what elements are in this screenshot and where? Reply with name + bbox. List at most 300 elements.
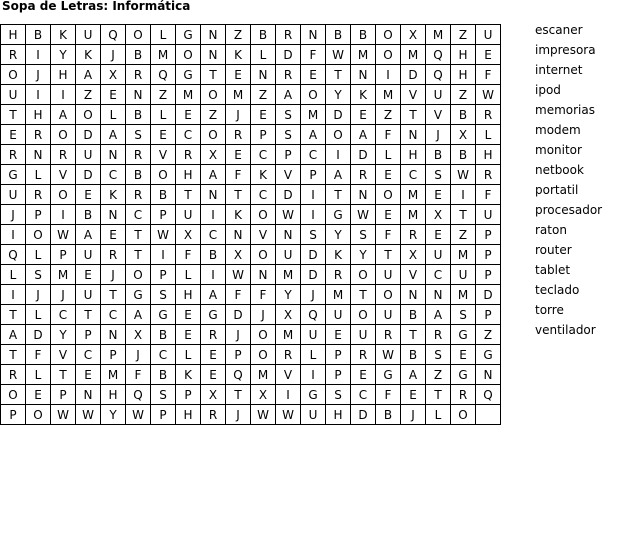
grid-cell: O <box>251 205 276 225</box>
grid-cell: B <box>151 365 176 385</box>
grid-cell: R <box>226 125 251 145</box>
grid-cell: N <box>251 65 276 85</box>
grid-cell: O <box>451 405 476 425</box>
grid-row <box>1 285 501 305</box>
grid-cell: E <box>26 385 51 405</box>
grid-cell: U <box>76 285 101 305</box>
grid-cell: N <box>201 25 226 45</box>
grid-cell: X <box>401 25 426 45</box>
grid-cell: K <box>351 85 376 105</box>
word-item: tablet <box>535 263 571 277</box>
grid-cell: C <box>401 165 426 185</box>
grid-cell: R <box>1 45 26 65</box>
grid-cell: T <box>126 245 151 265</box>
grid-cell: L <box>176 265 201 285</box>
grid-cell: R <box>176 145 201 165</box>
grid-cell: I <box>1 285 26 305</box>
grid-cell: K <box>226 205 251 225</box>
word-item: procesador <box>535 203 603 217</box>
grid-cell: J <box>426 125 451 145</box>
grid-cell: Q <box>226 365 251 385</box>
grid-cell: Z <box>76 85 101 105</box>
grid-cell: I <box>51 85 76 105</box>
grid-row <box>1 205 501 225</box>
grid-cell: L <box>251 45 276 65</box>
grid-cell: C <box>101 305 126 325</box>
grid-cell: R <box>426 325 451 345</box>
grid-cell: O <box>151 165 176 185</box>
grid-cell: H <box>451 65 476 85</box>
grid-cell: Z <box>151 85 176 105</box>
grid-cell: T <box>201 65 226 85</box>
grid-cell: O <box>76 105 101 125</box>
grid-cell: P <box>226 345 251 365</box>
grid-cell: T <box>326 65 351 85</box>
grid-cell: M <box>376 85 401 105</box>
grid-cell: P <box>151 265 176 285</box>
grid-cell: V <box>276 165 301 185</box>
grid-cell: W <box>51 405 76 425</box>
grid-cell: U <box>176 205 201 225</box>
grid-cell: T <box>126 225 151 245</box>
grid-cell: O <box>201 125 226 145</box>
grid-cell: I <box>26 85 51 105</box>
grid-cell: A <box>426 305 451 325</box>
grid-cell: N <box>101 205 126 225</box>
grid-cell: G <box>176 65 201 85</box>
grid-cell: E <box>326 325 351 345</box>
grid-cell: A <box>276 85 301 105</box>
grid-cell: N <box>101 325 126 345</box>
grid-cell: F <box>226 165 251 185</box>
grid-cell: K <box>51 25 76 45</box>
grid-cell: D <box>351 405 376 425</box>
grid-cell: B <box>76 205 101 225</box>
grid-cell: J <box>51 285 76 305</box>
grid-cell: T <box>51 365 76 385</box>
grid-cell: P <box>251 125 276 145</box>
grid-cell: F <box>376 225 401 245</box>
grid-cell: E <box>1 125 26 145</box>
grid-cell: D <box>351 145 376 165</box>
grid-cell: X <box>226 245 251 265</box>
grid-cell: T <box>351 285 376 305</box>
grid-row <box>1 145 501 165</box>
grid-cell: W <box>276 205 301 225</box>
grid-cell: V <box>251 225 276 245</box>
grid-cell: A <box>1 325 26 345</box>
grid-cell: C <box>151 345 176 365</box>
grid-cell: F <box>301 45 326 65</box>
grid-cell: X <box>451 125 476 145</box>
grid-cell: L <box>176 345 201 365</box>
grid-cell: F <box>376 125 401 145</box>
grid-cell: E <box>351 365 376 385</box>
grid-cell: E <box>476 45 501 65</box>
grid-cell: Z <box>201 105 226 125</box>
grid-cell: M <box>426 25 451 45</box>
grid-cell: D <box>276 185 301 205</box>
grid-cell: X <box>251 385 276 405</box>
grid-cell: O <box>376 285 401 305</box>
grid-cell: X <box>176 225 201 245</box>
grid-cell: M <box>276 325 301 345</box>
grid-cell: R <box>26 125 51 145</box>
grid-cell: C <box>351 385 376 405</box>
grid-cell: L <box>151 105 176 125</box>
grid-cell: Q <box>1 245 26 265</box>
grid-cell: M <box>151 45 176 65</box>
grid-cell: X <box>101 65 126 85</box>
grid-cell: J <box>251 305 276 325</box>
grid-cell: N <box>401 125 426 145</box>
grid-cell: O <box>26 225 51 245</box>
grid-cell: P <box>76 325 101 345</box>
grid-cell: A <box>201 285 226 305</box>
grid-cell: U <box>451 265 476 285</box>
grid-cell: P <box>476 305 501 325</box>
grid-cell: W <box>51 225 76 245</box>
grid-cell: N <box>251 265 276 285</box>
grid-cell: O <box>351 305 376 325</box>
grid-cell: R <box>1 145 26 165</box>
grid-cell: C <box>301 145 326 165</box>
grid-row <box>1 245 501 265</box>
grid-cell: I <box>51 205 76 225</box>
grid-cell: U <box>301 325 326 345</box>
grid-cell: D <box>76 125 101 145</box>
grid-cell: J <box>101 45 126 65</box>
grid-cell: H <box>451 45 476 65</box>
grid-cell: E <box>176 105 201 125</box>
grid-cell: E <box>251 105 276 125</box>
grid-cell: B <box>251 25 276 45</box>
grid-cell: N <box>301 25 326 45</box>
grid-cell: O <box>126 25 151 45</box>
grid-cell: R <box>276 25 301 45</box>
grid-cell: U <box>76 145 101 165</box>
grid-cell: H <box>176 165 201 185</box>
grid-cell: P <box>301 165 326 185</box>
grid-cell: R <box>276 65 301 85</box>
grid-cell: B <box>151 185 176 205</box>
word-item: ipod <box>535 83 561 97</box>
grid-cell: Z <box>251 85 276 105</box>
grid-cell <box>476 405 501 425</box>
grid-cell: B <box>351 25 376 45</box>
grid-cell: T <box>101 285 126 305</box>
grid-cell: T <box>76 305 101 325</box>
grid-cell: N <box>76 385 101 405</box>
grid-cell: K <box>326 245 351 265</box>
grid-cell: E <box>351 105 376 125</box>
grid-cell: P <box>176 385 201 405</box>
grid-cell: A <box>301 125 326 145</box>
word-list <box>535 22 602 342</box>
grid-cell: X <box>201 145 226 165</box>
grid-cell: L <box>26 245 51 265</box>
grid-cell: U <box>76 245 101 265</box>
grid-cell: G <box>201 305 226 325</box>
grid-cell: H <box>1 25 26 45</box>
grid-cell: H <box>476 145 501 165</box>
grid-cell: I <box>201 265 226 285</box>
grid-cell: O <box>251 245 276 265</box>
grid-cell: E <box>76 185 101 205</box>
grid-cell: Q <box>426 45 451 65</box>
grid-cell: T <box>401 325 426 345</box>
grid-cell: W <box>351 205 376 225</box>
grid-cell: E <box>101 225 126 245</box>
grid-cell: H <box>26 105 51 125</box>
grid-cell: N <box>476 365 501 385</box>
grid-row <box>1 65 501 85</box>
grid-cell: L <box>26 165 51 185</box>
grid-cell: T <box>1 105 26 125</box>
grid-cell: P <box>476 265 501 285</box>
grid-cell: Q <box>126 385 151 405</box>
grid-cell: R <box>126 65 151 85</box>
grid-cell: F <box>251 285 276 305</box>
grid-cell: P <box>476 225 501 245</box>
grid-cell: E <box>426 225 451 245</box>
grid-cell: W <box>226 265 251 285</box>
grid-cell: O <box>301 85 326 105</box>
grid-cell: V <box>401 85 426 105</box>
grid-cell: U <box>476 205 501 225</box>
grid-cell: L <box>376 145 401 165</box>
grid-cell: G <box>451 325 476 345</box>
grid-cell: F <box>476 185 501 205</box>
grid-cell: B <box>201 245 226 265</box>
grid-cell: F <box>476 65 501 85</box>
grid-cell: H <box>51 65 76 85</box>
grid-cell: E <box>451 345 476 365</box>
grid-cell: M <box>326 285 351 305</box>
grid-cell: S <box>276 105 301 125</box>
grid-cell: A <box>51 105 76 125</box>
grid-cell: S <box>276 125 301 145</box>
grid-cell: Z <box>451 225 476 245</box>
grid-cell: T <box>451 205 476 225</box>
grid-cell: Q <box>151 65 176 85</box>
grid-cell: D <box>401 65 426 85</box>
word-item: monitor <box>535 143 582 157</box>
grid-row <box>1 165 501 185</box>
grid-cell: A <box>76 65 101 85</box>
word-item: router <box>535 243 572 257</box>
grid-cell: B <box>126 105 151 125</box>
grid-cell: B <box>401 345 426 365</box>
grid-cell: N <box>201 45 226 65</box>
grid-cell: Q <box>426 65 451 85</box>
word-item: netbook <box>535 163 584 177</box>
grid-cell: G <box>476 345 501 365</box>
grid-cell: G <box>176 25 201 45</box>
grid-cell: O <box>51 125 76 145</box>
grid-cell: J <box>301 285 326 305</box>
grid-cell: S <box>451 305 476 325</box>
grid-cell: R <box>101 245 126 265</box>
grid-cell: M <box>401 45 426 65</box>
grid-row <box>1 385 501 405</box>
grid-cell: V <box>51 165 76 185</box>
grid-cell: U <box>426 245 451 265</box>
grid-cell: K <box>76 45 101 65</box>
grid-cell: D <box>276 45 301 65</box>
grid-cell: P <box>151 405 176 425</box>
grid-cell: L <box>426 405 451 425</box>
puzzle-title: Sopa de Letras: Informática <box>2 0 191 13</box>
grid-cell: E <box>151 125 176 145</box>
grid-cell: B <box>326 25 351 45</box>
word-item: raton <box>535 223 567 237</box>
grid-cell: T <box>401 105 426 125</box>
grid-cell: M <box>251 365 276 385</box>
grid-cell: I <box>276 385 301 405</box>
grid-cell: G <box>301 385 326 405</box>
grid-cell: H <box>401 145 426 165</box>
grid-cell: N <box>351 185 376 205</box>
grid-cell: A <box>101 125 126 145</box>
grid-cell: N <box>201 185 226 205</box>
grid-cell: P <box>276 145 301 165</box>
grid-cell: U <box>426 85 451 105</box>
grid-cell: S <box>426 165 451 185</box>
grid-cell: B <box>426 145 451 165</box>
grid-row <box>1 225 501 245</box>
grid-cell: R <box>351 165 376 185</box>
grid-cell: W <box>151 225 176 245</box>
grid-cell: O <box>1 65 26 85</box>
grid-cell: L <box>26 305 51 325</box>
word-item: ventilador <box>535 323 596 337</box>
grid-cell: R <box>126 185 151 205</box>
grid-cell: Z <box>426 365 451 385</box>
grid-cell: N <box>126 85 151 105</box>
grid-cell: R <box>26 185 51 205</box>
grid-cell: A <box>326 165 351 185</box>
grid-cell: B <box>126 165 151 185</box>
grid-row <box>1 305 501 325</box>
grid-cell: C <box>201 225 226 245</box>
grid-cell: A <box>351 125 376 145</box>
grid-cell: T <box>426 385 451 405</box>
grid-cell: M <box>451 285 476 305</box>
grid-cell: E <box>76 365 101 385</box>
grid-cell: R <box>276 345 301 365</box>
grid-cell: L <box>101 105 126 125</box>
grid-cell: V <box>151 145 176 165</box>
grid-cell: R <box>376 325 401 345</box>
grid-cell: F <box>226 285 251 305</box>
grid-cell: R <box>451 385 476 405</box>
grid-cell: E <box>201 365 226 385</box>
grid-cell: M <box>401 205 426 225</box>
grid-cell: D <box>301 245 326 265</box>
grid-cell: B <box>451 105 476 125</box>
grid-cell: R <box>476 105 501 125</box>
grid-cell: X <box>201 385 226 405</box>
grid-cell: R <box>401 225 426 245</box>
grid-cell: C <box>76 345 101 365</box>
grid-cell: F <box>26 345 51 365</box>
grid-cell: B <box>126 45 151 65</box>
grid-cell: O <box>51 185 76 205</box>
grid-cell: H <box>176 405 201 425</box>
grid-cell: R <box>476 165 501 185</box>
word-item: torre <box>535 303 564 317</box>
word-item: teclado <box>535 283 580 297</box>
grid-cell: D <box>326 105 351 125</box>
grid-cell: I <box>301 365 326 385</box>
grid-cell: L <box>476 125 501 145</box>
grid-cell: T <box>1 305 26 325</box>
grid-cell: Z <box>451 85 476 105</box>
grid-cell: D <box>26 325 51 345</box>
grid-cell: T <box>326 185 351 205</box>
grid-cell: W <box>451 165 476 185</box>
grid-cell: Y <box>326 225 351 245</box>
grid-cell: D <box>226 305 251 325</box>
grid-cell: P <box>326 365 351 385</box>
grid-row <box>1 45 501 65</box>
grid-cell: W <box>76 405 101 425</box>
grid-cell: S <box>351 225 376 245</box>
grid-cell: I <box>1 225 26 245</box>
grid-cell: S <box>301 225 326 245</box>
grid-cell: R <box>126 145 151 165</box>
grid-cell: W <box>251 405 276 425</box>
word-item: memorias <box>535 103 595 117</box>
grid-row <box>1 405 501 425</box>
grid-cell: A <box>401 365 426 385</box>
grid-cell: I <box>451 185 476 205</box>
grid-cell: H <box>101 385 126 405</box>
grid-cell: M <box>226 85 251 105</box>
grid-cell: M <box>276 265 301 285</box>
grid-cell: T <box>176 185 201 205</box>
grid-row <box>1 345 501 365</box>
grid-cell: H <box>176 285 201 305</box>
grid-cell: Y <box>101 405 126 425</box>
grid-cell: G <box>451 365 476 385</box>
grid-cell: F <box>126 365 151 385</box>
grid-cell: O <box>176 45 201 65</box>
grid-cell: Q <box>301 305 326 325</box>
grid-cell: L <box>301 345 326 365</box>
grid-cell: F <box>376 385 401 405</box>
grid-cell: U <box>376 265 401 285</box>
grid-cell: Y <box>351 245 376 265</box>
grid-cell: N <box>351 65 376 85</box>
grid-cell: J <box>226 325 251 345</box>
grid-row <box>1 105 501 125</box>
grid-cell: Z <box>376 105 401 125</box>
grid-cell: M <box>101 365 126 385</box>
grid-cell: O <box>126 265 151 285</box>
grid-cell: G <box>151 305 176 325</box>
grid-cell: J <box>226 105 251 125</box>
grid-cell: N <box>226 225 251 245</box>
grid-cell: K <box>226 45 251 65</box>
grid-cell: R <box>201 325 226 345</box>
grid-cell: T <box>226 385 251 405</box>
grid-cell: M <box>51 265 76 285</box>
word-item: escaner <box>535 23 583 37</box>
grid-cell: E <box>426 185 451 205</box>
grid-cell: J <box>401 405 426 425</box>
